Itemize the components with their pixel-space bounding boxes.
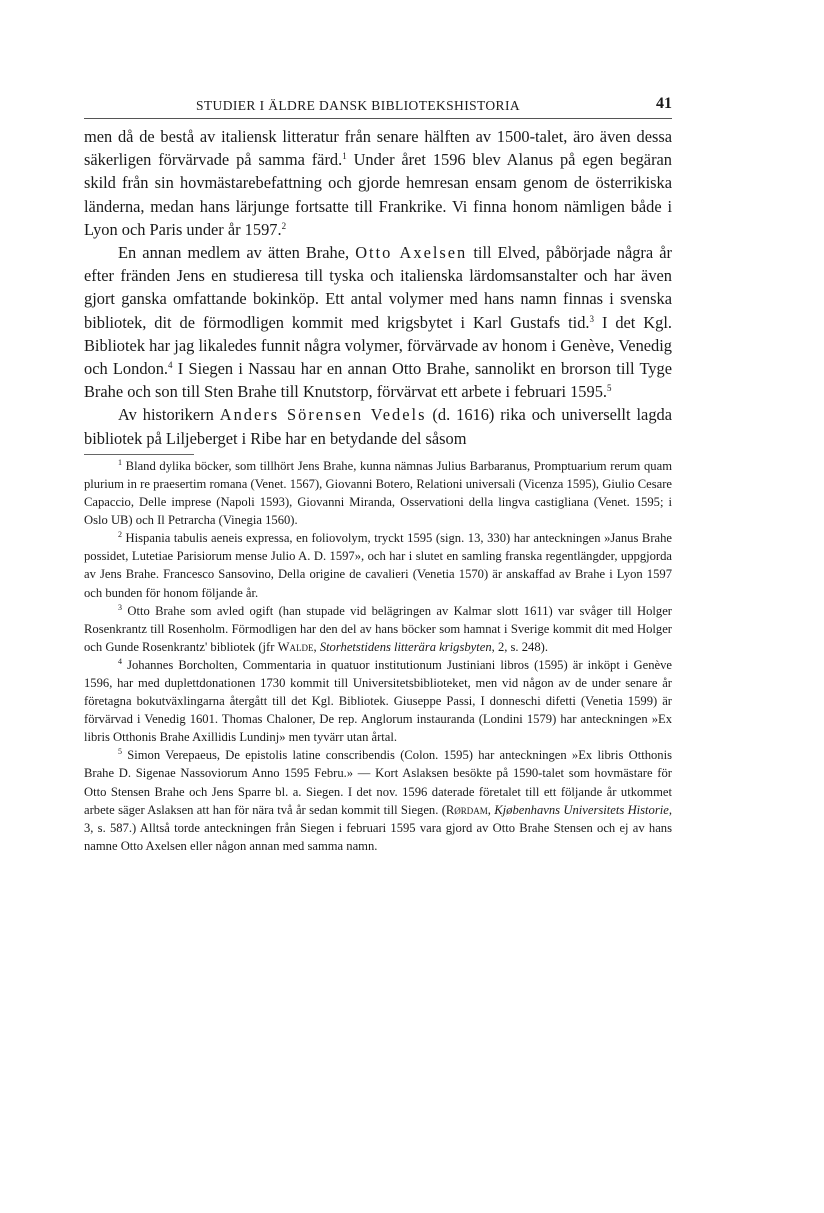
footnote-1-text: Bland dylika böcker, som tillhört Jens Brahe, kunna nämnas Julius Barbaranus, Promptuarium rerum quam plurium in re praesertim romana (Venet. 1567), Giovanni Botero, Relationi universali (Vicenza 1595), Giulio Cesare Capaccio, Delle imprese (Napoli 1593), Giovanni Miranda, Osservationi della lingva castigliana (Venet. 1595; i Oslo UB) och Il Petrarcha (Vinegia 1560). bbox=[84, 458, 672, 528]
footnote-5-number: 5 bbox=[118, 747, 122, 757]
person-name-otto-axelsen: Otto Axelsen bbox=[355, 243, 468, 263]
footnote-2-number: 2 bbox=[118, 530, 122, 540]
paragraph-2-text-b: till Elved, påbörjade några år efter fränden Jens en studieresa till tyska och italienska lärdomsanstalter och har även gjort ganska omfattande bokinköp. Ett antal volymer med hans namn finnas i svenska bibliotek, dit de förmodligen kommit med krigsbytet i Karl Gustafs tid. bbox=[84, 243, 672, 332]
footnote-3-author: Walde bbox=[277, 639, 314, 654]
paragraph-2 bbox=[84, 241, 672, 403]
paragraph-3-text-b: (d. 1616) rika och universellt lagda bibliotek på Liljeberget i Ribe har en betydande del såsom bbox=[84, 405, 672, 448]
footnote-2 bbox=[84, 529, 672, 601]
footnote-1 bbox=[84, 457, 672, 529]
footnote-4 bbox=[84, 656, 672, 746]
main-text bbox=[84, 125, 672, 450]
footnote-ref-3: 3 bbox=[589, 313, 594, 324]
running-title: STUDIER I ÄLDRE DANSK BIBLIOTEKSHISTORIA bbox=[196, 98, 520, 113]
paragraph-2-text-d: I Siegen i Nassau har en annan Otto Brahe, sannolikt en brorson till Tyge Brahe och son till Sten Brahe till Knutstorp, förvärvat ett arbete i februari 1595. bbox=[84, 359, 672, 402]
footnote-4-text: Johannes Borcholten, Commentaria in quatuor institutionum Justiniani libros (1595) är inköpt i Genève 1596, har med duplettdonationen 1730 kommit till Universitetsbiblioteket, men vid någon av de under senare år företagna bokutväxlingarna återgått till det Kgl. Bibliotek. Giuseppe Passi, I donneschi difetti (Venetia 1599) är förvärvad i Venedig 1601. Thomas Chaloner, De rep. Anglorum instauranda (Londini 1579) har anteckningen »Ex libris Otthonis Brahe Axillidis Lundinj» men tyvärr utan årtal. bbox=[84, 657, 672, 745]
paragraph-2-text-c: I det Kgl. Bibliotek har jag likaledes funnit några volymer, förvärvade av honom i Genève, Venedig och London. bbox=[84, 312, 672, 379]
paragraph-2-text-a: En annan medlem av ätten Brahe, bbox=[118, 243, 356, 263]
footnote-3-title: Storhetstidens litterära krigsbyten bbox=[319, 639, 492, 654]
paragraph-1-text-a: men då de bestå av italiensk litteratur från senare hälften av 1500-talet, äro även dessa säkerligen förvärvade på samma färd. bbox=[84, 127, 672, 170]
paragraph-3 bbox=[84, 403, 672, 449]
running-head bbox=[84, 92, 672, 119]
footnote-1-number: 1 bbox=[118, 457, 122, 467]
footnote-5-title: Kjøbenhavns Universitets Historie bbox=[494, 802, 669, 817]
footnote-ref-1: 1 bbox=[342, 151, 347, 162]
footnote-3 bbox=[84, 602, 672, 656]
footnote-ref-2: 2 bbox=[281, 220, 287, 231]
footnote-2-text: Hispania tabulis aeneis expressa, en foliovolym, tryckt 1595 (sign. 13, 330) har anteckningen »Janus Brahe possidet, Lutetiae Parisiorum mense Julio A. D. 1597», och har i slutet en samling franska regentlängder, uppgjorda av Jens Brahe. Francesco Sansovino, Della origine de cavalieri (Venetia 1570) är anskaffad av Brahe i Lyon 1597 och bunden för honom följande år. bbox=[84, 531, 672, 600]
paragraph-1-text-b: Under året 1596 blev Alanus på egen begäran skild från sin hovmästarebefattning och gjorde hemresan ensam genom de österrikiska länderna, medan hans lärjunge fortsatte till Frankrike. Vi finna honom nämligen både i Lyon och Paris under år 1597. bbox=[84, 150, 672, 239]
footnote-3-end: , 2, s. 248). bbox=[491, 639, 548, 654]
footnote-5-separator: , bbox=[487, 802, 495, 817]
footnote-3-text: Otto Brahe som avled ogift (han stupade vid belägringen av Kalmar slott 1611) var svåger till Holger Rosenkrantz till Rosenholm. Förmodligen har den del av hans böcker som hamnat i Sverige kommit dit med Holger och Gunde Rosenkrantz' bibliotek (jfr bbox=[84, 603, 672, 654]
footnote-ref-4: 4 bbox=[168, 360, 173, 371]
footnote-5-text: Simon Verepaeus, De epistolis latine conscribendis (Colon. 1595) har anteckningen »Ex libris Otthonis Brahe D. Sigenae Nassoviorum Anno 1595 Febru.» — Kort Aslaksen besökte på 1590-talet som hovmästare för Otto Stensen Brahe och Jens Sparre bl. a. Siegen. I det nov. 1596 daterade företalet till ett följande år utkommet arbete säger Aslaksen att han för nära två år sedan kommit till Siegen. ( bbox=[84, 748, 672, 817]
paragraph-3-text-a: Av historikern bbox=[118, 405, 220, 425]
footnote-5 bbox=[84, 746, 672, 855]
person-name-anders-sorensen-vedel: Anders Sörensen Vedels bbox=[219, 405, 427, 425]
footnote-5-end: , 3, s. 587.) Alltså torde anteckningen från Siegen i februari 1595 vara gjord av Otto Brahe Stensen och ej av hans namne Otto Axelsen eller någon annan med samma namn. bbox=[84, 802, 673, 853]
footnote-5-author: Rørdam bbox=[445, 802, 488, 817]
footnote-divider bbox=[84, 454, 194, 455]
footnote-4-number: 4 bbox=[118, 656, 122, 666]
footnotes bbox=[84, 457, 672, 855]
paragraph-1 bbox=[84, 125, 672, 241]
footnote-3-separator: , bbox=[313, 639, 320, 654]
page-number: 41 bbox=[656, 95, 672, 112]
footnote-3-number: 3 bbox=[118, 602, 122, 612]
book-page bbox=[84, 92, 672, 855]
footnote-ref-5: 5 bbox=[607, 383, 612, 394]
